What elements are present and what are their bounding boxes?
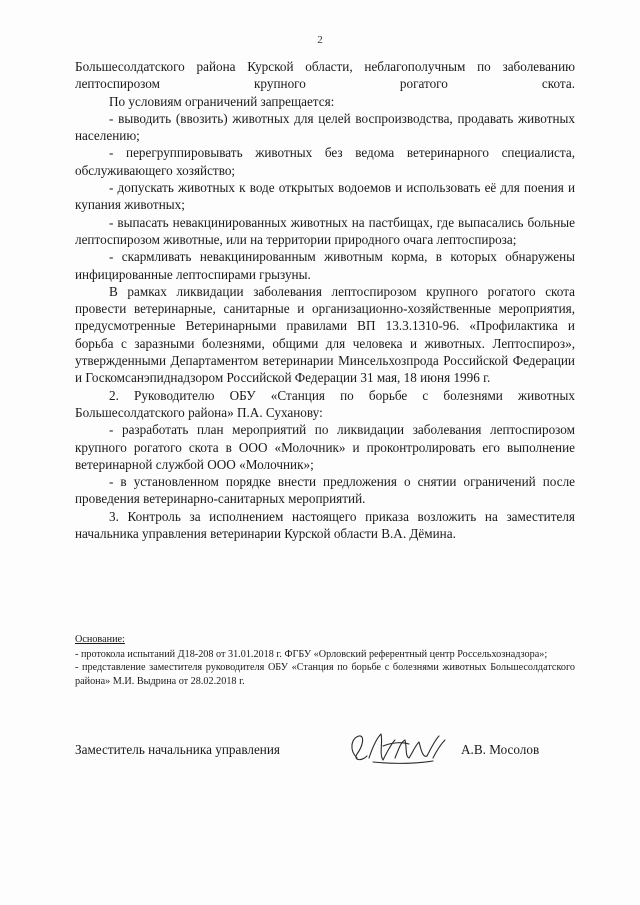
signature-block (75, 738, 575, 778)
signer-name: А.В. Мосолов (461, 742, 540, 757)
list-item: - выпасать невакцинированных животных на пастбищах, где выпасались больные лептоспирозом животные, или на территории природного очага лептоспироза; (75, 214, 575, 247)
paragraph: По условиям ограничений запрещается: (109, 93, 335, 109)
list-item: - перегруппировывать животных без ведома ветеринарного специалиста, обслуживающего хозяйство; (75, 145, 575, 178)
list-item: - разработать план мероприятий по ликвидации заболевания лептоспирозом крупного рогатого скота в ООО «Молочник» и проконтролировать его выполнение ветеринарной службой ООО «Молочник»; (75, 422, 575, 472)
page-number: 2 (317, 34, 323, 46)
list-item: - в установленном порядке внести предложения о снятии ограничений после проведения ветеринарно-санитарных мероприятий. (75, 474, 575, 507)
list-item: - выводить (ввозить) животных для целей воспроизводства, продавать животных населению; (75, 110, 575, 144)
document-body (75, 58, 575, 542)
basis-item: - протокола испытаний Д18-208 от 31.01.2018 г. ФГБУ «Орловский референтный центр Россельхознадзора»; (75, 648, 548, 660)
paragraph: 2. Руководителю ОБУ «Станция по борьбе с болезнями животных Большесолдатского района» П.А. Суханову: (75, 387, 575, 420)
list-item: - допускать животных к воде открытых водоемов и использовать её для поения и купания животных; (75, 180, 575, 213)
paragraph: В рамках ликвидации заболевания лептоспирозом крупного рогатого скота провести ветеринарные, санитарные и организационно-хозяйственные мероприятия, предусмотренные Ветеринарными правилами ВП 13.3.1310-96. «Профилактика и борьба с заразными болезнями, общими для человека и животных. Лептоспироз», утвержденными Департаментом ветеринарии Минсельхозпрода Российской Федерации и Госкомсанэпиднадзором Российской Федерации 31 мая, 18 июня 1996 г. (75, 283, 575, 386)
basis-section (75, 633, 575, 688)
handwritten-signature (343, 728, 458, 772)
basis-item: - представление заместителя руководителя ОБУ «Станция по борьбе с болезнями животных Большесолдатского района» М.И. Выдрина от 28.02.2018 г. (75, 662, 575, 687)
list-item: - скармливать невакцинированным животным корма, в которых обнаружены инфицированные лептоспирами грызуны. (75, 249, 575, 282)
paragraph: 3. Контроль за исполнением настоящего приказа возложить на заместителя начальника управления ветеринарии Курской области В.А. Дёмина. (75, 508, 575, 542)
basis-title: Основание: (75, 634, 125, 645)
signer-position: Заместитель начальника управления (75, 742, 280, 757)
paragraph: Большесолдатского района Курской области, неблагополучным по заболеванию лептоспирозом крупного рогатого скота. (75, 59, 575, 92)
